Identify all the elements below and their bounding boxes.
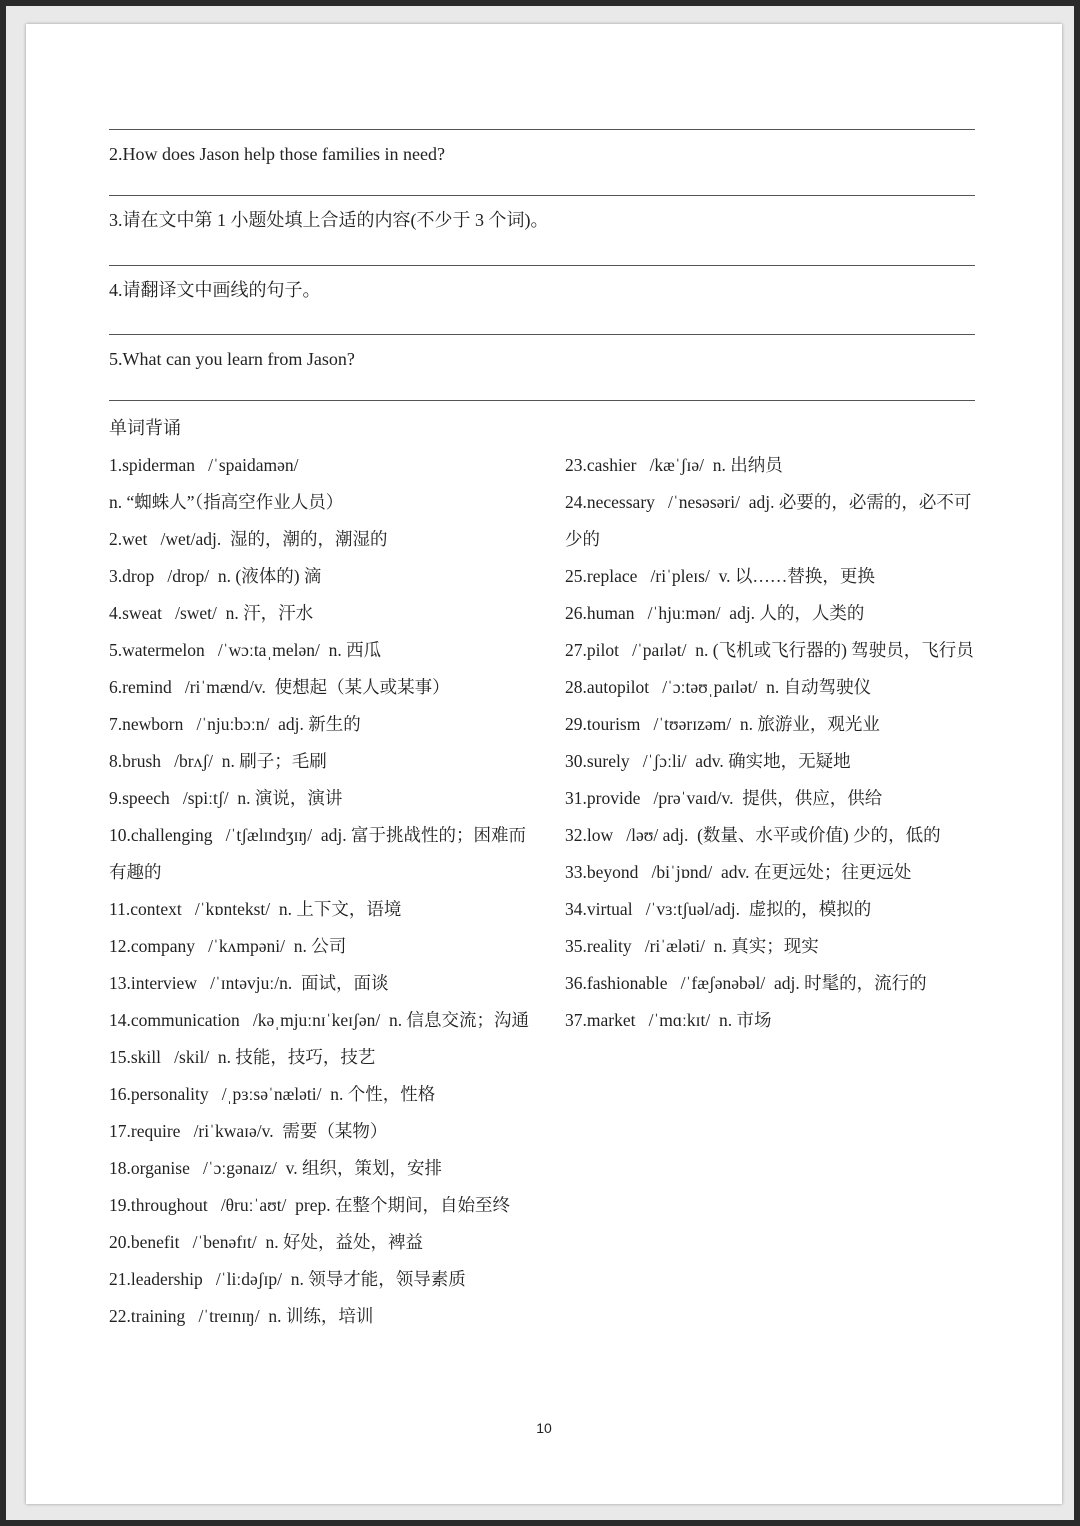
vocab-meaning: n. “蜘蛛人”（指高空作业人员） bbox=[109, 492, 344, 512]
vocab-meaning: 湿的，潮的，潮湿的 bbox=[230, 529, 388, 549]
vocab-meaning: n. 汗，汗水 bbox=[225, 603, 314, 623]
vocab-meaning: prep. 在整个期间，自始至终 bbox=[295, 1195, 511, 1215]
vocab-meaning: n. 领导才能，领导素质 bbox=[290, 1269, 466, 1289]
vocab-entry bbox=[565, 632, 985, 669]
vocab-meaning: n. 好处，益处，裨益 bbox=[265, 1232, 423, 1252]
vocab-entry bbox=[109, 1298, 534, 1335]
vocab-meaning: n. 刷子；毛刷 bbox=[221, 751, 327, 771]
vocab-meaning: 使想起（某人或某事） bbox=[274, 677, 450, 697]
vocab-pronunciation: /brʌʃ/ bbox=[174, 751, 214, 771]
vocab-word: 19.throughout bbox=[109, 1195, 208, 1215]
vocab-entry bbox=[565, 965, 985, 1002]
vocab-entry bbox=[565, 854, 985, 891]
vocab-word: 16.personality bbox=[109, 1084, 209, 1104]
vocab-entry bbox=[565, 928, 985, 965]
vocab-word: 12.company bbox=[109, 936, 196, 956]
vocab-word: 10.challenging bbox=[109, 825, 213, 845]
vocab-meaning: n. 演说，演讲 bbox=[237, 788, 343, 808]
document-page bbox=[26, 24, 1062, 1504]
vocab-pronunciation: /swet/ bbox=[175, 603, 217, 623]
vocab-word: 13.interview bbox=[109, 973, 197, 993]
vocab-pronunciation: /ˈfæʃənəbəl/ bbox=[680, 973, 766, 993]
vocab-meaning: adv. 在更远处；往更远处 bbox=[720, 862, 912, 882]
vocab-entry bbox=[565, 706, 985, 743]
vocab-pronunciation: /ˈtʃælɪndʒɪŋ/ bbox=[225, 825, 313, 845]
vocab-pronunciation: /riˈpleɪs/ bbox=[650, 566, 710, 586]
answer-line bbox=[109, 334, 975, 335]
answer-line bbox=[109, 129, 975, 130]
vocab-column-left bbox=[109, 447, 534, 1335]
vocab-word: 27.pilot bbox=[565, 640, 619, 660]
vocab-entry bbox=[109, 1224, 534, 1261]
vocab-entry bbox=[109, 743, 534, 780]
vocab-word: 29.tourism bbox=[565, 714, 641, 734]
vocab-word: 11.context bbox=[109, 899, 182, 919]
vocab-meaning: adj. 时髦的，流行的 bbox=[773, 973, 927, 993]
vocab-word: 4.sweat bbox=[109, 603, 162, 623]
vocab-word: 26.human bbox=[565, 603, 635, 623]
vocab-meaning: v. 以……替换，更换 bbox=[718, 566, 875, 586]
vocab-pronunciation: /drop/ bbox=[167, 566, 210, 586]
vocab-entry bbox=[565, 558, 985, 595]
vocab-entry bbox=[109, 632, 534, 669]
vocab-entry bbox=[109, 595, 534, 632]
vocab-entry bbox=[109, 1002, 534, 1039]
vocab-meaning: n. 旅游业，观光业 bbox=[739, 714, 880, 734]
vocab-pronunciation: /ˈbenəfɪt/ bbox=[192, 1232, 257, 1252]
vocab-entry bbox=[109, 669, 534, 706]
vocab-meaning: adj. 必要的，必需的，必不可少的 bbox=[565, 492, 972, 549]
vocab-heading: 单词背诵 bbox=[109, 418, 181, 438]
vocab-meaning: n. 公司 bbox=[293, 936, 347, 956]
vocab-entry bbox=[565, 743, 985, 780]
vocab-meaning: n. 个性，性格 bbox=[330, 1084, 436, 1104]
vocab-entry bbox=[565, 817, 985, 854]
vocab-entry bbox=[109, 1039, 534, 1076]
vocab-pronunciation: /ˈɔːgənaɪz/ bbox=[202, 1158, 277, 1178]
vocab-word: 21.leadership bbox=[109, 1269, 203, 1289]
page-number: 10 bbox=[536, 1420, 552, 1436]
vocab-meaning: n. 自动驾驶仪 bbox=[766, 677, 872, 697]
vocab-pronunciation: /ˈtreɪnɪŋ/ bbox=[198, 1306, 260, 1326]
vocab-word: 36.fashionable bbox=[565, 973, 668, 993]
vocab-word: 9.speech bbox=[109, 788, 170, 808]
vocab-entry bbox=[109, 1150, 534, 1187]
question-3: 3.请在文中第 1 小题处填上合适的内容(不少于 3 个词)。 bbox=[109, 210, 549, 230]
vocab-pronunciation: /ˈwɔːtaˌmelən/ bbox=[217, 640, 320, 660]
vocab-word: 15.skill bbox=[109, 1047, 162, 1067]
vocab-entry bbox=[109, 1187, 534, 1224]
vocab-pronunciation: /θruːˈaʊt/ bbox=[220, 1195, 287, 1215]
vocab-word: 24.necessary bbox=[565, 492, 655, 512]
vocab-meaning: n. 真实；现实 bbox=[713, 936, 819, 956]
vocab-pronunciation: /kəˌmjuːnɪˈkeɪʃən/ bbox=[252, 1010, 381, 1030]
answer-line bbox=[109, 195, 975, 196]
vocab-meaning: n. 出纳员 bbox=[712, 455, 783, 475]
vocab-entry bbox=[565, 669, 985, 706]
vocab-meaning: n. (飞机或飞行器的) 驾驶员，飞行员 bbox=[695, 640, 974, 660]
vocab-pronunciation: /ˌpɜːsəˈnæləti/ bbox=[221, 1084, 322, 1104]
question-2: 2.How does Jason help those families in need? bbox=[109, 144, 445, 164]
vocab-word: 23.cashier bbox=[565, 455, 637, 475]
vocab-word: 35.reality bbox=[565, 936, 632, 956]
vocab-word: 17.require bbox=[109, 1121, 181, 1141]
vocab-word: 33.beyond bbox=[565, 862, 639, 882]
vocab-pronunciation: /ˈkʌmpəni/ bbox=[208, 936, 285, 956]
vocab-pronunciation: /spiːtʃ/ bbox=[182, 788, 229, 808]
vocab-meaning: n. 西瓜 bbox=[328, 640, 382, 660]
vocab-pronunciation: /wet/adj. bbox=[160, 529, 222, 549]
vocab-pronunciation: /ˈnesəsəri/ bbox=[668, 492, 740, 512]
vocab-word: 2.wet bbox=[109, 529, 148, 549]
vocab-meaning: adv. 确实地，无疑地 bbox=[695, 751, 851, 771]
vocab-meaning: adj. 新生的 bbox=[278, 714, 361, 734]
vocab-pronunciation: /skil/ bbox=[174, 1047, 210, 1067]
vocab-word: 18.organise bbox=[109, 1158, 190, 1178]
vocab-word: 34.virtual bbox=[565, 899, 633, 919]
vocab-pronunciation: /prəˈvaɪd/v. bbox=[653, 788, 734, 808]
vocab-entry bbox=[565, 447, 985, 484]
question-4: 4.请翻译文中画线的句子。 bbox=[109, 280, 321, 300]
vocab-entry bbox=[565, 595, 985, 632]
vocab-pronunciation: /kæˈʃɪə/ bbox=[649, 455, 704, 475]
vocab-pronunciation: /riˈkwaɪə/v. bbox=[193, 1121, 274, 1141]
vocab-meaning: n. 训练，培训 bbox=[268, 1306, 374, 1326]
vocab-pronunciation: /ˈvɜːtʃuəl/adj. bbox=[645, 899, 741, 919]
vocab-pronunciation: /ˈɔːtəʊˌpaɪlət/ bbox=[662, 677, 758, 697]
vocab-pronunciation: /ˈpaɪlət/ bbox=[632, 640, 687, 660]
vocab-entry bbox=[109, 817, 534, 891]
vocab-pronunciation: /riˈæləti/ bbox=[644, 936, 705, 956]
vocab-meaning: 面试，面谈 bbox=[301, 973, 389, 993]
vocab-word: 30.surely bbox=[565, 751, 630, 771]
vocab-pronunciation: /riˈmænd/v. bbox=[184, 677, 266, 697]
vocab-meaning: 需要（某物） bbox=[282, 1121, 388, 1141]
vocab-pronunciation: /ˈkɒntekst/ bbox=[194, 899, 271, 919]
vocab-pronunciation: /ˈspaidamən/ bbox=[208, 455, 299, 475]
vocab-pronunciation: /ˈliːdəʃɪp/ bbox=[215, 1269, 283, 1289]
answer-line bbox=[109, 265, 975, 266]
vocab-word: 5.watermelon bbox=[109, 640, 205, 660]
question-5: 5.What can you learn from Jason? bbox=[109, 349, 355, 369]
answer-line bbox=[109, 400, 975, 401]
vocab-meaning: (数量、水平或价值) 少的，低的 bbox=[697, 825, 941, 845]
vocab-column-right bbox=[565, 447, 985, 1039]
vocab-word: 20.benefit bbox=[109, 1232, 180, 1252]
vocab-word: 22.training bbox=[109, 1306, 186, 1326]
vocab-entry bbox=[109, 780, 534, 817]
vocab-meaning: 虚拟的，模拟的 bbox=[748, 899, 872, 919]
vocab-pronunciation: /ˈʃɔːli/ bbox=[642, 751, 687, 771]
vocab-entry bbox=[109, 521, 534, 558]
vocab-pronunciation: /ləʊ/ adj. bbox=[626, 825, 689, 845]
vocab-entry bbox=[109, 1113, 534, 1150]
vocab-word: 25.replace bbox=[565, 566, 638, 586]
vocab-word: 28.autopilot bbox=[565, 677, 650, 697]
vocab-pronunciation: /ˈnjuːbɔːn/ bbox=[196, 714, 270, 734]
vocab-entry bbox=[565, 891, 985, 928]
vocab-word: 37.market bbox=[565, 1010, 636, 1030]
vocab-entry bbox=[109, 558, 534, 595]
vocab-entry bbox=[109, 1261, 534, 1298]
page-frame bbox=[6, 6, 1074, 1520]
vocab-meaning: v. 组织，策划，安排 bbox=[285, 1158, 442, 1178]
vocab-word: 7.newborn bbox=[109, 714, 184, 734]
vocab-entry bbox=[565, 484, 985, 558]
vocab-meaning: n. 市场 bbox=[719, 1010, 772, 1030]
vocab-entry bbox=[109, 1076, 534, 1113]
vocab-entry bbox=[109, 965, 534, 1002]
vocab-meaning: 提供，供应，供给 bbox=[742, 788, 883, 808]
vocab-pronunciation: /ˈhjuːmən/ bbox=[647, 603, 721, 623]
vocab-entry bbox=[109, 928, 534, 965]
vocab-pronunciation: /biˈjɒnd/ bbox=[651, 862, 713, 882]
vocab-meaning: n. (液体的) 滴 bbox=[217, 566, 322, 586]
vocab-meaning: adj. 富于挑战性的；困难而有趣的 bbox=[109, 825, 526, 882]
vocab-meaning: adj. 人的，人类的 bbox=[729, 603, 865, 623]
vocab-word: 31.provide bbox=[565, 788, 641, 808]
vocab-entry bbox=[565, 1002, 985, 1039]
vocab-word: 32.low bbox=[565, 825, 614, 845]
vocab-word: 6.remind bbox=[109, 677, 172, 697]
vocab-pronunciation: /ˈmɑːkɪt/ bbox=[648, 1010, 711, 1030]
vocab-entry bbox=[109, 891, 534, 928]
vocab-entry bbox=[109, 706, 534, 743]
vocab-word: 14.communication bbox=[109, 1010, 240, 1030]
vocab-word: 3.drop bbox=[109, 566, 155, 586]
vocab-meaning: n. 上下文，语境 bbox=[278, 899, 402, 919]
vocab-meaning: n. 技能，技巧，技艺 bbox=[217, 1047, 376, 1067]
vocab-word: 1.spiderman bbox=[109, 455, 196, 475]
vocab-pronunciation: /ˈtʊərɪzəm/ bbox=[653, 714, 732, 734]
vocab-word: 8.brush bbox=[109, 751, 162, 771]
vocab-meaning: n. 信息交流；沟通 bbox=[388, 1010, 529, 1030]
vocab-entry bbox=[109, 447, 534, 521]
vocab-entry bbox=[565, 780, 985, 817]
vocab-pronunciation: /ˈɪntəvjuː/n. bbox=[210, 973, 293, 993]
